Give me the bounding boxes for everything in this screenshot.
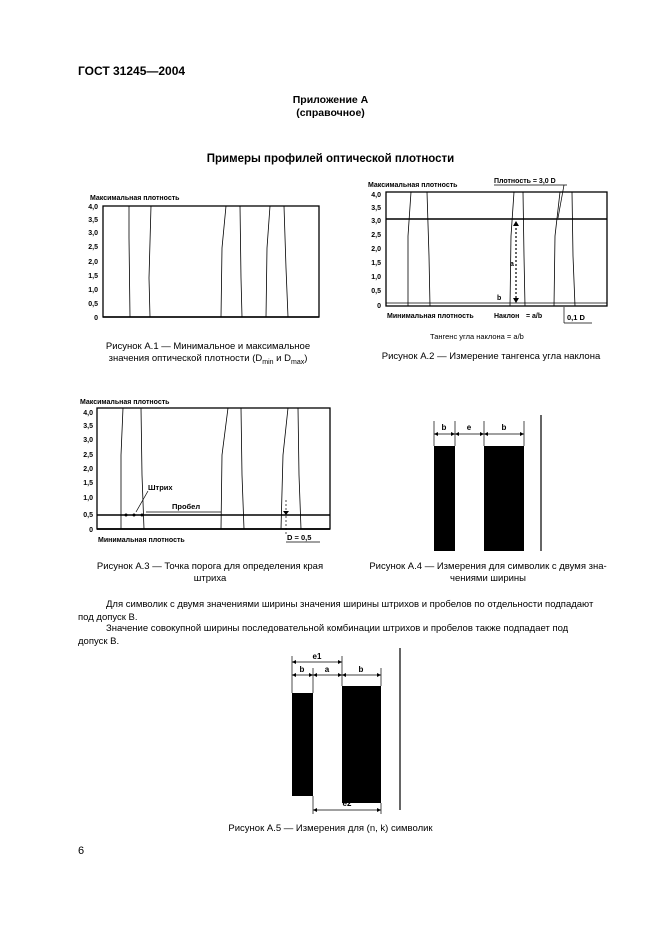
fig2-frame xyxy=(386,192,607,306)
fig2-edge xyxy=(523,192,525,306)
fig1-frame xyxy=(103,206,319,317)
figure-a5-diagram xyxy=(286,648,410,816)
fig1-sub-max: max xyxy=(290,358,305,366)
fig3-tick: 3,5 xyxy=(83,423,93,430)
fig1-caption-line2 xyxy=(90,353,326,369)
appendix-heading xyxy=(0,94,661,120)
fig1-tick: 3,0 xyxy=(88,230,98,237)
fig1-ylabel: Максимальная плотность xyxy=(90,195,180,202)
fig3-min-label: Минимальная плотность xyxy=(98,537,185,544)
fig1-tick: 0,5 xyxy=(88,301,98,308)
p1-line1: Для символик с двумя значениями ширины значения ширины штрихов и пробелов по отдельности подпадают xyxy=(106,599,594,610)
fig5-bar-wide xyxy=(342,686,381,803)
fig3-ylabel: Максимальная плотность xyxy=(80,399,170,406)
fig2-b-label: b xyxy=(497,295,502,302)
p2-line1: Значение совокупной ширины последовательной комбинации штрихов и пробелов также подпадает под xyxy=(106,623,569,634)
fig2-density-label: Плотность = 3,0 D xyxy=(494,178,556,185)
fig1-tick: 1,5 xyxy=(88,273,98,280)
p2-line2: допуск В. xyxy=(78,636,120,647)
fig2-01d-label: 0,1 D xyxy=(567,313,585,322)
fig3-tick: 0 xyxy=(89,527,93,534)
fig4-caption-line2: чениями ширины xyxy=(450,573,526,584)
fig4-b2-label: b xyxy=(501,423,507,432)
fig3-edge xyxy=(241,408,244,529)
fig2-tick: 4,0 xyxy=(371,192,381,199)
fig4-bar-wide xyxy=(484,446,524,551)
fig4-b1-label: b xyxy=(441,423,447,432)
fig5-e2-label: e2 xyxy=(342,799,352,808)
figure-a1-chart xyxy=(86,188,326,323)
fig3-bar-label: Штрих xyxy=(148,483,173,492)
fig1-tick: 3,5 xyxy=(88,217,98,224)
page-number: 6 xyxy=(78,845,85,857)
paragraph-1 xyxy=(78,598,615,624)
fig1-sub-min: min xyxy=(262,358,274,366)
fig4-e-label: e xyxy=(466,423,472,432)
fig2-tick: 3,0 xyxy=(371,218,381,225)
fig1-edge xyxy=(149,206,151,317)
fig2-edge xyxy=(510,192,514,306)
fig2-tick: 2,0 xyxy=(371,246,381,253)
fig1-cap-and: и D xyxy=(273,353,291,364)
fig3-tick: 2,5 xyxy=(83,452,93,459)
fig1-y-ticks xyxy=(88,204,98,322)
fig1-edge xyxy=(240,206,242,317)
fig3-edge xyxy=(141,408,144,529)
section-title: Примеры профилей оптической плотности xyxy=(206,153,455,165)
fig2-tangent-note: Тангенс угла наклона = a/b xyxy=(430,332,524,341)
fig1-tick: 2,0 xyxy=(88,259,98,266)
fig3-tick: 1,5 xyxy=(83,480,93,487)
fig1-tick: 4,0 xyxy=(88,204,98,211)
fig3-frame xyxy=(97,408,330,529)
fig2-slope-label: Наклон xyxy=(494,313,520,320)
fig1-edge xyxy=(266,206,270,317)
fig1-tick: 0 xyxy=(94,315,98,322)
fig3-edge xyxy=(121,408,123,529)
fig2-edge xyxy=(408,192,411,306)
fig2-a-label: a xyxy=(510,261,514,268)
appendix-title: Приложение А xyxy=(292,94,369,106)
fig1-edge xyxy=(284,206,288,317)
fig3-edge xyxy=(221,408,228,529)
fig5-e1-label: e1 xyxy=(312,652,322,661)
fig2-tick: 0,5 xyxy=(371,288,381,295)
fig1-cap-end: ) xyxy=(304,353,308,364)
fig2-tick: 1,5 xyxy=(371,260,381,267)
figure-a1-caption xyxy=(90,341,326,369)
fig5-b1-label: b xyxy=(299,665,305,674)
fig1-edge xyxy=(221,206,226,317)
fig2-edge xyxy=(554,192,560,306)
fig2-slope-eq: = a/b xyxy=(526,313,543,320)
fig3-profile xyxy=(121,408,301,529)
paragraph-2 xyxy=(78,622,615,648)
fig2-tick: 2,5 xyxy=(371,232,381,239)
fig3-tick: 1,0 xyxy=(83,495,93,502)
fig1-profile xyxy=(129,206,288,317)
fig1-caption-line1: Рисунок А.1 — Минимальное и максимальное xyxy=(105,341,311,352)
fig5-bar-narrow xyxy=(292,693,313,796)
figure-a4-diagram xyxy=(428,415,548,555)
figure-a2-chart xyxy=(364,176,614,324)
fig2-edge xyxy=(427,192,430,306)
fig3-space-label: Пробел xyxy=(172,502,201,511)
fig3-caption-line2: штриха xyxy=(193,573,227,584)
fig1-tick: 1,0 xyxy=(88,287,98,294)
fig3-tick: 3,0 xyxy=(83,437,93,444)
fig2-tick: 3,5 xyxy=(371,205,381,212)
figure-a4-caption xyxy=(360,561,616,585)
fig3-edge xyxy=(281,408,288,529)
fig2-profile xyxy=(408,192,575,306)
fig2-tick: 0 xyxy=(377,303,381,310)
fig3-tick: 2,0 xyxy=(83,466,93,473)
fig3-edge xyxy=(298,408,301,529)
fig1-tick: 2,5 xyxy=(88,244,98,251)
fig5-b2-label: b xyxy=(358,665,364,674)
fig1-cap-pre: значения оптической плотности (D xyxy=(108,353,263,364)
fig3-tick: 0,5 xyxy=(83,512,93,519)
fig5-a-label: a xyxy=(324,665,330,674)
figure-a3-chart xyxy=(76,395,336,547)
fig2-min-label: Минимальная плотность xyxy=(387,313,474,320)
fig2-edge xyxy=(572,192,575,306)
fig3-y-ticks xyxy=(83,410,93,534)
fig3-tick: 4,0 xyxy=(83,410,93,417)
fig2-ylabel: Максимальная плотность xyxy=(368,182,458,189)
figure-a3-caption xyxy=(82,561,338,585)
fig4-bar-narrow xyxy=(434,446,455,551)
document-header: ГОСТ 31245—2004 xyxy=(78,64,186,78)
fig2-y-ticks xyxy=(371,192,381,310)
p1-line2: под допуск В. xyxy=(78,612,138,623)
figure-a5-caption: Рисунок А.5 — Измерения для (n, k) символик xyxy=(228,823,433,834)
figure-a2-caption: Рисунок А.2 — Измерение тангенса угла наклона xyxy=(381,351,601,362)
fig1-edge xyxy=(129,206,130,317)
fig2-tick: 1,0 xyxy=(371,274,381,281)
fig4-caption-line1: Рисунок А.4 — Измерения для символик с двумя зна- xyxy=(369,561,607,572)
fig3-d05-label: D = 0,5 xyxy=(287,533,312,542)
appendix-subtitle: (справочное) xyxy=(296,107,365,119)
fig3-caption-line1: Рисунок А.3 — Точка порога для определения края xyxy=(96,561,324,572)
